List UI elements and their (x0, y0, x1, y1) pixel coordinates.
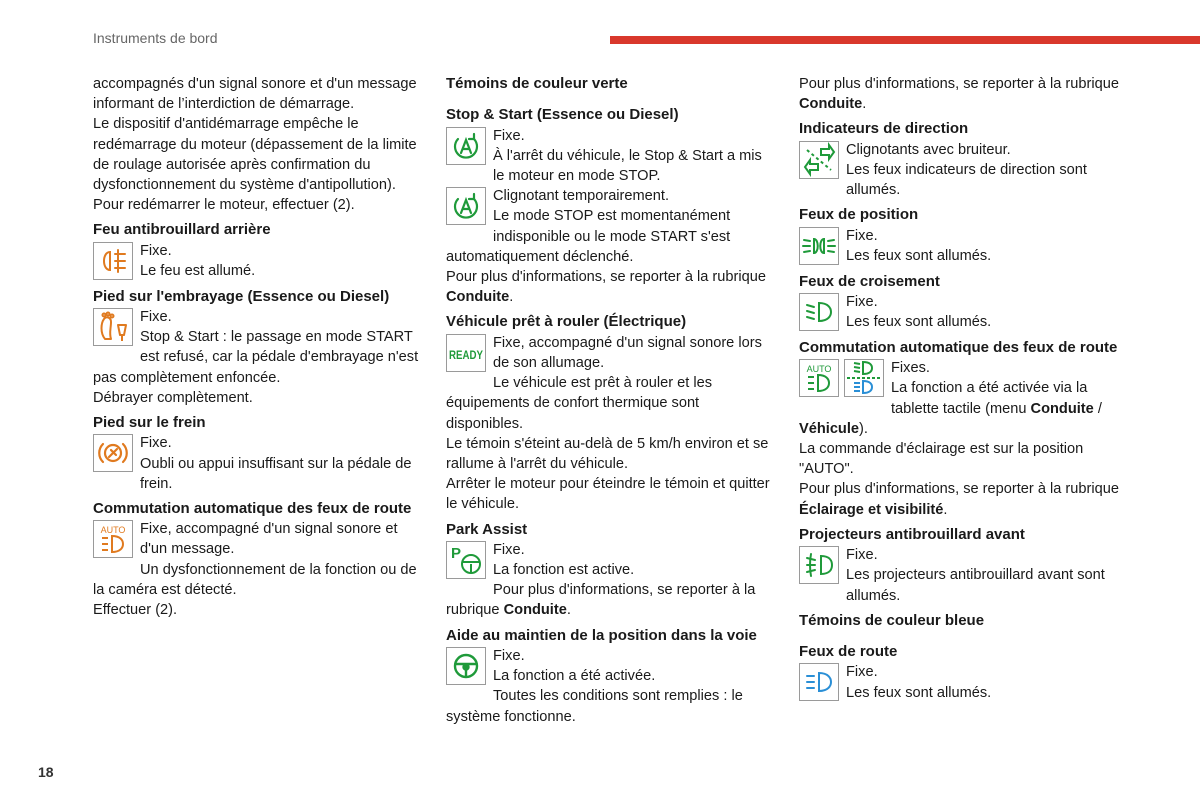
description-text: Les feux sont allumés. (846, 314, 992, 331)
column-2 (446, 74, 776, 727)
heading-park-assist: Park Assist (446, 520, 528, 538)
brake-pedal-icon (93, 434, 133, 472)
heading-ready: Véhicule prêt à rouler (Électrique) (446, 313, 687, 331)
section-header: Instruments de bord (93, 30, 218, 46)
description-text: Le mode STOP est momentanément indisponible ou le mode START s'est automatiquement déclenché. (446, 208, 731, 265)
more-info-text: Pour plus d'informations, se reporter à la rubrique Conduite. (799, 76, 1119, 113)
heading-low-beam: Feux de croisement (799, 272, 940, 290)
state-text: Fixe. (493, 647, 525, 664)
description-text: Stop & Start : le passage en mode START est refusé, car la pédale d'embrayage n'est pas complètement enfoncée. (93, 329, 419, 386)
description-text: La fonction est active. (493, 562, 635, 579)
state-text: Clignotant temporairement. (493, 188, 670, 205)
front-fog-light-icon (799, 546, 839, 584)
page-number: 18 (38, 764, 54, 780)
more-info-text: Pour plus d'informations, se reporter à la rubrique Éclairage et visibilité. (799, 481, 1119, 518)
more-info-text: Pour plus d'informations, se reporter à la rubrique Conduite. (446, 582, 756, 619)
intro-paragraph: accompagnés d'un signal sonore et d'un message informant de l’interdiction de démarrage. (93, 76, 417, 113)
ready-label: READY (449, 347, 483, 362)
foot-on-pedal-icon (93, 308, 133, 346)
stop-start-icon (446, 127, 486, 165)
heading-clutch: Pied sur l'embrayage (Essence ou Diesel) (93, 287, 390, 305)
auto-headlamp-icon (799, 359, 839, 397)
description-text: Un dysfonctionnement de la fonction ou de la caméra est détecté. (93, 561, 417, 598)
intro-paragraph: Le dispositif d'antidémarrage empêche le redémarrage du moteur (dépassement de la limite de roulage autorisée après confirmation du dysfonctionnement du système d'antipollution). (93, 116, 417, 194)
state-text: Fixe, accompagné d'un signal sonore et d'un message. (140, 521, 398, 558)
auto-label: AUTO (100, 525, 126, 536)
ready-icon (446, 334, 486, 372)
heading-stop-start: Stop & Start (Essence ou Diesel) (446, 106, 679, 124)
description-text: Le véhicule est prêt à rouler et les équipements de confort thermique sont disponibles. (446, 375, 713, 432)
state-text: Fixe. (846, 547, 878, 564)
steering-wheel-icon (446, 647, 486, 685)
turn-signal-icon (799, 141, 839, 179)
state-text: Fixe. (493, 541, 525, 558)
state-text: Fixe. (846, 664, 878, 681)
heading-rear-fog: Feu antibrouillard arrière (93, 221, 271, 239)
more-info-text: Pour plus d'informations, se reporter à la rubrique Conduite. (446, 269, 766, 306)
state-text: Fixes. (891, 360, 930, 377)
description-text: Oubli ou appui insuffisant sur la pédale de frein. (140, 455, 412, 492)
stop-start-icon (446, 187, 486, 225)
state-text: Fixe. (140, 309, 172, 326)
side-light-icon (799, 227, 839, 265)
park-assist-icon (446, 541, 486, 579)
description-text: À l'arrêt du véhicule, le Stop & Start a mis le moteur en mode STOP. (493, 147, 762, 184)
intro-paragraph: Pour redémarrer le moteur, effectuer (2). (93, 197, 355, 214)
state-text: Fixe. (493, 127, 525, 144)
beam-switch-icon (844, 359, 884, 397)
high-beam-icon (799, 663, 839, 701)
instruction-text: Effectuer (2). (93, 602, 178, 619)
description-text: Le feu est allumé. (140, 262, 256, 279)
heading-front-fog: Projecteurs antibrouillard avant (799, 525, 1025, 543)
heading-auto-beam-fault: Commutation automatique des feux de route (93, 499, 412, 517)
state-text: Fixe. (140, 435, 172, 452)
heading-lane-keeping: Aide au maintien de la position dans la voie (446, 626, 757, 644)
park-label: P (451, 544, 462, 562)
column-3 (799, 74, 1124, 703)
low-beam-icon (799, 293, 839, 331)
state-text: Fixe. (140, 242, 172, 259)
description-text: Les projecteurs antibrouillard avant sont allumés. (846, 567, 1105, 604)
section-title-blue: Témoins de couleur bleue (799, 611, 985, 629)
description-text: La commande d'éclairage est sur la position "AUTO". (799, 441, 1084, 478)
rear-fog-light-icon (93, 242, 133, 280)
column-1 (93, 74, 423, 620)
description-text: Les feux sont allumés. (846, 684, 992, 701)
state-text: Clignotants avec bruiteur. (846, 141, 1011, 158)
heading-position-lights: Feux de position (799, 206, 919, 224)
heading-high-beam: Feux de route (799, 643, 898, 661)
auto-headlamp-icon (93, 520, 133, 558)
description-text: Les feux sont allumés. (846, 247, 992, 264)
instruction-text: Débrayer complètement. (93, 389, 253, 406)
heading-brake: Pied sur le frein (93, 414, 206, 432)
description-text: La fonction a été activée. (493, 668, 656, 685)
section-title-green: Témoins de couleur verte (446, 75, 628, 92)
state-text: Fixe. (846, 227, 878, 244)
auto-label: AUTO (806, 364, 832, 375)
state-text: Fixe, accompagné d'un signal sonore lors de son allumage. (493, 334, 762, 371)
state-text: Fixe. (846, 293, 878, 310)
description-text: La fonction a été activée via la tablette tactile (menu Conduite / Véhicule). (799, 380, 1102, 437)
instruction-text: Arrêter le moteur pour éteindre le témoin et quitter le véhicule. (446, 476, 770, 513)
heading-turn-signals: Indicateurs de direction (799, 120, 969, 138)
heading-auto-beam: Commutation automatique des feux de route (799, 338, 1118, 356)
description-text: Les feux indicateurs de direction sont allumés. (846, 161, 1087, 199)
description-text: Toutes les conditions sont remplies : le système fonctionne. (446, 688, 743, 725)
header-accent-bar (610, 36, 1200, 44)
description-text: Le témoin s'éteint au-delà de 5 km/h environ et se rallume à l'arrêt du véhicule. (446, 435, 769, 472)
